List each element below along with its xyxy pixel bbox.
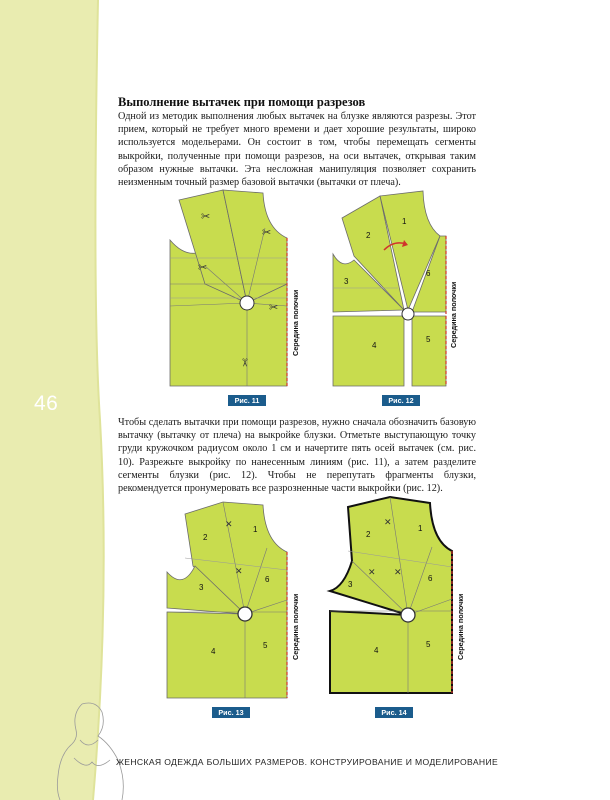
fig14-seg-6: 6 — [428, 574, 433, 583]
svg-text:✕: ✕ — [368, 567, 376, 577]
female-silhouette — [52, 700, 132, 800]
fig14-seg-1: 1 — [418, 524, 423, 533]
fig13-caption: Рис. 13 — [212, 707, 250, 718]
svg-text:✕: ✕ — [394, 567, 402, 577]
svg-text:✂: ✂ — [262, 227, 272, 239]
svg-text:✂: ✂ — [201, 211, 211, 223]
fig12-seg-3: 3 — [344, 277, 349, 286]
fig11-side-label: Середина полочки — [291, 289, 300, 356]
figure-14 — [328, 495, 478, 707]
intro-paragraph: Одной из методик выполнения любых вытачек на блузке являются разрезы. Этот прием, который не требует много времени и дает хорошие результаты, широко используется модельерами. Он состоит в том, чтобы перемещать сегменты выкройки, полученные при помощи разрезов, на оси вытачек, открывая таким образом нужные вытачки. Эта несложная манипуляция позволяет сохранить неизменным точный размер базовой вытачки (вытачки от плеча). — [118, 111, 476, 189]
page-number: 46 — [34, 392, 59, 415]
figure-13 — [163, 500, 313, 712]
fig14-caption: Рис. 14 — [375, 707, 413, 718]
fig12-seg-5: 5 — [426, 335, 431, 344]
fig12-seg-4: 4 — [372, 341, 377, 350]
fig13-seg-4: 4 — [211, 647, 216, 656]
svg-text:✕: ✕ — [225, 519, 233, 529]
running-footer: ЖЕНСКАЯ ОДЕЖДА БОЛЬШИХ РАЗМЕРОВ. КОНСТРУИРОВАНИЕ И МОДЕЛИРОВАНИЕ — [116, 757, 499, 767]
figure-12 — [328, 188, 468, 400]
fig12-seg-6: 6 — [426, 269, 431, 278]
fig14-side-label: Середина полочки — [456, 593, 465, 660]
fig13-seg-6: 6 — [265, 575, 270, 584]
fig13-side-label: Середина полочки — [291, 593, 300, 660]
fig13-seg-3: 3 — [199, 583, 204, 592]
fig13-seg-1: 1 — [253, 525, 258, 534]
fig14-seg-3: 3 — [348, 580, 353, 589]
fig14-seg-2: 2 — [366, 530, 371, 539]
fig14-seg-5: 5 — [426, 640, 431, 649]
fig12-side-label: Середина полочки — [449, 281, 458, 348]
fig12-caption: Рис. 12 — [382, 395, 420, 406]
figure-11 — [165, 188, 305, 400]
svg-text:✕: ✕ — [384, 517, 392, 527]
fig12-seg-1: 1 — [402, 217, 407, 226]
fig13-seg-2: 2 — [203, 533, 208, 542]
svg-text:✂: ✂ — [238, 358, 250, 368]
section-heading: Выполнение вытачек при помощи разрезов — [118, 95, 366, 109]
fig13-seg-5: 5 — [263, 641, 268, 650]
svg-text:✂: ✂ — [269, 302, 279, 314]
fig14-seg-4: 4 — [374, 646, 379, 655]
svg-text:✂: ✂ — [198, 262, 208, 274]
fig11-caption: Рис. 11 — [228, 395, 266, 406]
fig12-seg-2: 2 — [366, 231, 371, 240]
method-paragraph: Чтобы сделать вытачки при помощи разрезов, нужно сначала обозначить базовую вытачку (вытачку от плеча) на выкройке блузки. Отметьте выступающую точку груди кружочком радиусом около 1 см и начертите пять осей вытачек (см. рис. 10). Разрежьте выкройку по нанесенным линиям (рис. 11), а затем разделите сегменты блузки (рис. 12). Чтобы не перепутать фрагменты блузки, рекомендуется пронумеровать все разрозненные части выкройки (рис. 12). — [118, 417, 476, 495]
svg-text:✕: ✕ — [235, 566, 243, 576]
